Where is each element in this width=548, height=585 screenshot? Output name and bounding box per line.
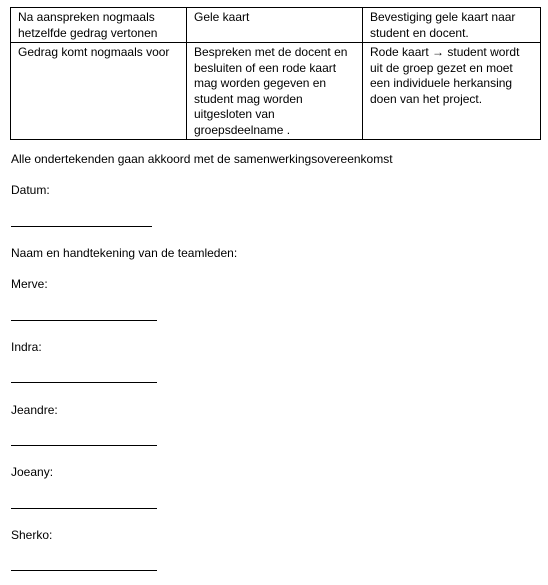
table-row	[11, 8, 541, 43]
member-label-merve: Merve:	[11, 277, 48, 291]
signature-line-joeany[interactable]	[11, 508, 157, 509]
member-label-indra: Indra:	[11, 340, 42, 354]
date-label: Datum:	[11, 183, 50, 197]
table-cell: Bevestiging gele kaart naar student en docent.	[363, 8, 541, 43]
table-cell: Gedrag komt nogmaals voor	[11, 43, 187, 140]
agreement-statement: Alle ondertekenden gaan akkoord met de samenwerkingsovereenkomst	[11, 152, 393, 166]
member-label-jeandre: Jeandre:	[11, 403, 58, 417]
signature-line-merve[interactable]	[11, 320, 157, 321]
table-cell: Bespreken met de docent en besluiten of een rode kaart mag worden gegeven en student mag worden uitgesloten van groepsdeelname .	[187, 43, 363, 140]
signature-line-indra[interactable]	[11, 382, 157, 383]
signatures-heading: Naam en handtekening van de teamleden:	[11, 246, 238, 260]
signature-line-sherko[interactable]	[11, 570, 157, 571]
member-label-sherko: Sherko:	[11, 528, 53, 542]
signature-line-jeandre[interactable]	[11, 445, 157, 446]
member-label-joeany: Joeany:	[11, 465, 54, 479]
table-cell: Gele kaart	[187, 8, 363, 43]
table-row	[11, 43, 541, 140]
date-signature-line[interactable]	[11, 226, 152, 227]
table-cell: Rode kaart → student wordt uit de groep gezet en moet een individuele herkansing doen van het project.	[363, 43, 541, 140]
table-cell: Na aanspreken nogmaals hetzelfde gedrag vertonen	[11, 8, 187, 43]
rules-table	[10, 7, 541, 140]
